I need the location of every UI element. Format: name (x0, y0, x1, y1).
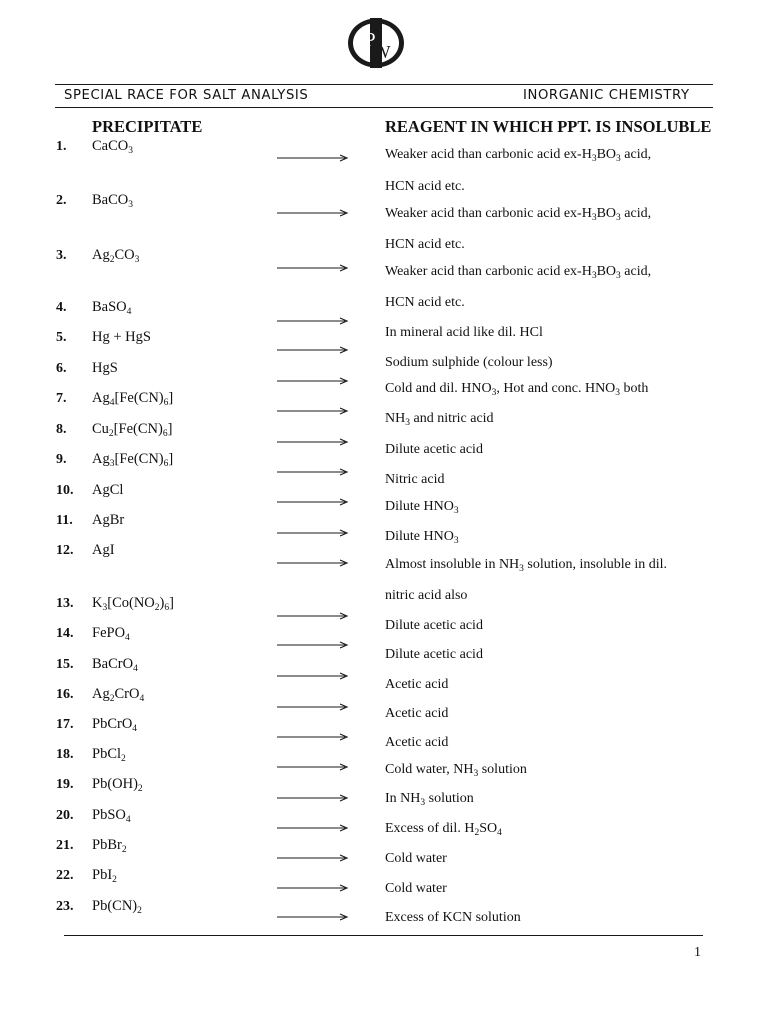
precipitate-formula: AgI (92, 542, 115, 558)
precipitate-formula: BaCO$_3$ (92, 192, 133, 210)
row-number: 21. (56, 838, 74, 853)
reagent-line: In $NH_3$ solution (385, 791, 474, 808)
row-number: 11. (56, 513, 73, 528)
arrow-icon (277, 316, 349, 326)
reagent-line: Excess of dil. $H_2SO_4$ (385, 821, 502, 838)
row-number: 17. (56, 717, 74, 732)
arrow-icon (277, 153, 349, 163)
row-number: 14. (56, 626, 74, 641)
footer-rule (64, 935, 703, 936)
precipitate-formula: $Ag_3[Fe(CN)_6]$ (92, 451, 174, 469)
arrow-icon (277, 528, 349, 538)
row-number: 8. (56, 422, 67, 437)
arrow-icon (277, 497, 349, 507)
precipitate-formula: $Ag_2CrO_4$ (92, 686, 145, 704)
precipitate-formula: PbCrO$_4$ (92, 716, 138, 734)
row-number: 23. (56, 899, 74, 914)
arrow-icon (277, 208, 349, 218)
arrow-icon (277, 912, 349, 922)
precipitate-formula: BaCrO$_4$ (92, 656, 138, 674)
row-number: 12. (56, 543, 74, 558)
row-number: 16. (56, 687, 74, 702)
precipitate-formula: $K_3[Co(NO_2)_6]$ (92, 595, 174, 613)
row-number: 10. (56, 483, 74, 498)
row-number: 4. (56, 300, 67, 315)
reagent-line: Dilute acetic acid (385, 618, 483, 633)
precipitate-formula: Hg + HgS (92, 329, 151, 345)
precipitate-formula: $Ag_4[Fe(CN)_6]$ (92, 390, 174, 408)
row-number: 5. (56, 330, 67, 345)
row-number: 1. (56, 139, 67, 154)
reagent-line: Weaker acid than carbonic acid $ex-H_3BO_3$ acid, (385, 264, 652, 281)
reagent-line: Dilute acetic acid (385, 442, 483, 457)
row-number: 13. (56, 596, 74, 611)
row-number: 3. (56, 248, 67, 263)
reagent-line: HCN acid etc. (385, 179, 465, 194)
arrow-icon (277, 640, 349, 650)
reagent-line: $NH_3$ and nitric acid (385, 411, 494, 428)
arrow-icon (277, 437, 349, 447)
row-number: 15. (56, 657, 74, 672)
reagent-line: Cold water (385, 851, 447, 866)
row-number: 20. (56, 808, 74, 823)
reagent-line: HCN acid etc. (385, 295, 465, 310)
row-number: 22. (56, 868, 74, 883)
precipitate-formula: $Cu_2[Fe(CN)_6]$ (92, 421, 173, 439)
reagent-line: Acetic acid (385, 677, 449, 692)
pw-logo (346, 17, 406, 69)
precipitate-formula: $Pb(OH)_2$ (92, 776, 143, 794)
row-number: 18. (56, 747, 74, 762)
precipitate-formula: FePO$_4$ (92, 625, 130, 643)
column-heading-precipitate: PRECIPITATE (92, 117, 203, 136)
row-number: 9. (56, 452, 67, 467)
arrow-icon (277, 671, 349, 681)
row-number: 2. (56, 193, 67, 208)
header-right-title: INORGANIC CHEMISTRY (523, 88, 690, 103)
reagent-line: nitric acid also (385, 588, 468, 603)
page-number: 1 (694, 945, 701, 960)
arrow-icon (277, 345, 349, 355)
precipitate-formula: $Pb(CN)_2$ (92, 898, 142, 916)
reagent-line: Dilute $HNO_3$ (385, 499, 459, 516)
precipitate-formula: PbBr$_2$ (92, 837, 127, 855)
reagent-line: Dilute $HNO_3$ (385, 529, 459, 546)
precipitate-formula: PbCl$_2$ (92, 746, 126, 764)
reagent-line: In mineral acid like dil. HCl (385, 325, 543, 340)
arrow-icon (277, 376, 349, 386)
arrow-icon (277, 762, 349, 772)
reagent-line: Almost insoluble in $NH_3$ solution, insoluble in dil. (385, 557, 668, 574)
precipitate-formula: PbI$_2$ (92, 867, 117, 885)
arrow-icon (277, 883, 349, 893)
precipitate-formula: CaCO$_3$ (92, 138, 133, 156)
precipitate-formula: AgBr (92, 512, 125, 528)
precipitate-formula: BaSO$_4$ (92, 299, 132, 317)
logo-text: P (364, 29, 376, 51)
reagent-line: Nitric acid (385, 472, 445, 487)
precipitate-formula: $Ag_2CO_3$ (92, 247, 140, 265)
arrow-icon (277, 406, 349, 416)
svg-text:W: W (373, 42, 391, 62)
arrow-icon (277, 702, 349, 712)
arrow-icon (277, 793, 349, 803)
reagent-line: Weaker acid than carbonic acid $ex-H_3BO_3$ acid, (385, 147, 652, 164)
header-left-title: SPECIAL RACE FOR SALT ANALYSIS (64, 88, 309, 103)
reagent-line: HCN acid etc. (385, 237, 465, 252)
header-top-rule (55, 84, 713, 85)
precipitate-formula: HgS (92, 360, 118, 376)
arrow-icon (277, 823, 349, 833)
row-number: 19. (56, 777, 74, 792)
reagent-line: Acetic acid (385, 706, 449, 721)
arrow-icon (277, 611, 349, 621)
reagent-line: Cold and dil. $HNO_3$, Hot and conc. $HNO_3$ both (385, 381, 649, 398)
row-number: 7. (56, 391, 67, 406)
arrow-icon (277, 853, 349, 863)
precipitate-formula: AgCl (92, 482, 124, 498)
precipitate-formula: PbSO$_4$ (92, 807, 131, 825)
reagent-line: Dilute acetic acid (385, 647, 483, 662)
reagent-line: Sodium sulphide (colour less) (385, 355, 553, 370)
reagent-line: Acetic acid (385, 735, 449, 750)
reagent-line: Excess of KCN solution (385, 910, 521, 925)
reagent-line: Cold water, $NH_3$ solution (385, 762, 527, 779)
arrow-icon (277, 467, 349, 477)
reagent-line: Cold water (385, 881, 447, 896)
row-number: 6. (56, 361, 67, 376)
reagent-line: Weaker acid than carbonic acid $ex-H_3BO_3$ acid, (385, 206, 652, 223)
arrow-icon (277, 732, 349, 742)
header-bottom-rule (55, 107, 713, 108)
column-heading-reagent: REAGENT IN WHICH PPT. IS INSOLUBLE (385, 117, 712, 136)
arrow-icon (277, 558, 349, 568)
arrow-icon (277, 263, 349, 273)
